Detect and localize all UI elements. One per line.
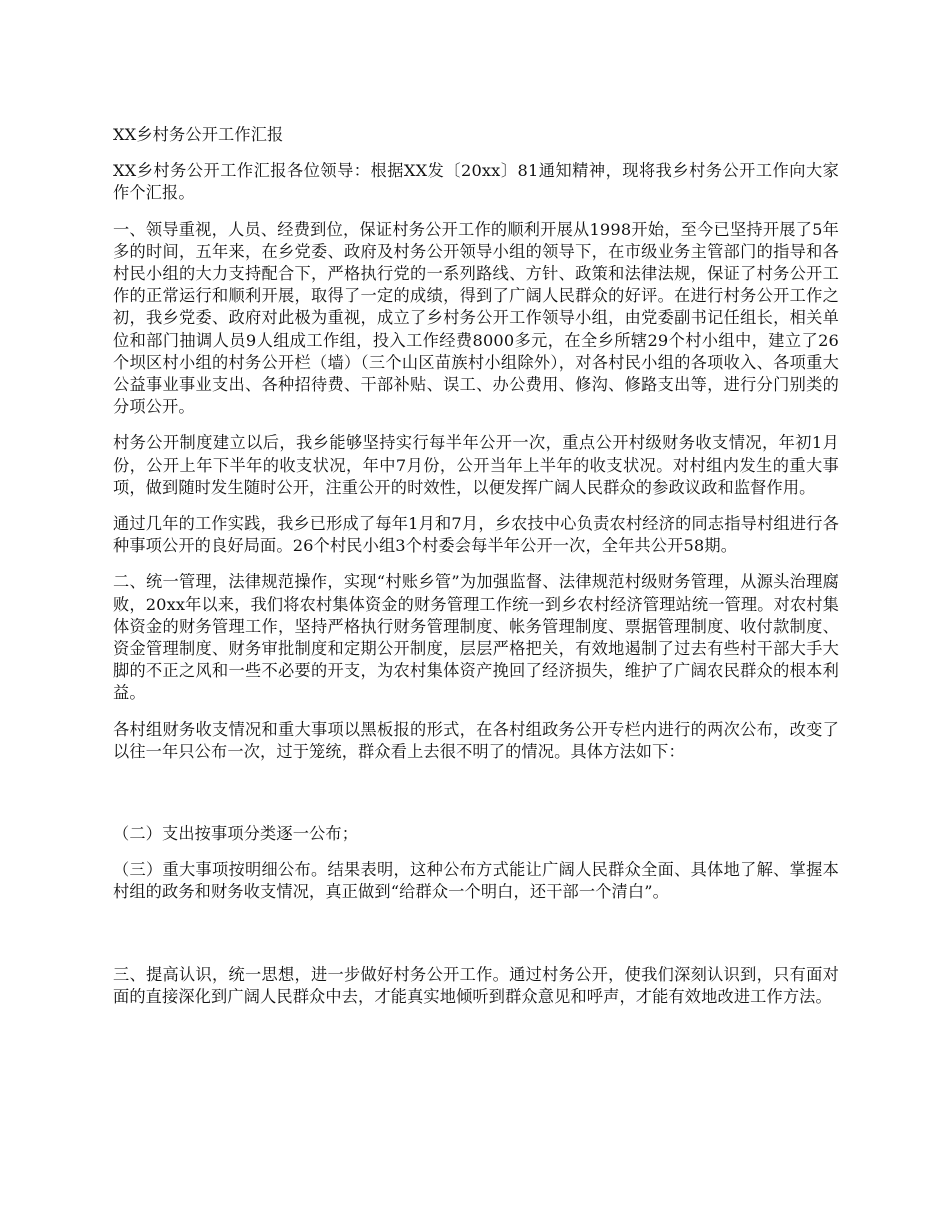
paragraph-item-two: （二）支出按事项分类逐一公布； xyxy=(113,824,359,844)
paragraph-section-three: 三、提高认识，统一思想，进一步做好村务公开工作。通过村务公开，使我们深刻认识到，只有面对面的直接深化到广阔人民群众中去，才能真实地倾听到群众意见和呼声，才能有效地改进工作方法。 xyxy=(113,964,839,1006)
document-title: XX乡村务公开工作汇报 xyxy=(113,125,284,144)
document-page xyxy=(113,124,839,1008)
paragraph-intro: XX乡村务公开工作汇报各位领导：根据XX发〔20xx〕81通知精神，现将我乡村务公开工作向大家作个汇报。 xyxy=(113,161,839,203)
paragraph-publication-method: 各村组财务收支情况和重大事项以黑板报的形式，在各村组政务公开专栏内进行的两次公布，改变了以往一年只公布一次，过于笼统，群众看上去很不明了的情况。具体方法如下： xyxy=(113,719,839,761)
paragraph-section-two: 二、统一管理，法律规范操作，实现“村账乡管”为加强监督、法律规范村级财务管理，从源头治理腐败，20xx年以来，我们将农村集体资金的财务管理工作统一到乡农村经济管理站统一管理。对农村集体资金的财务管理工作，坚持严格执行财务管理制度、帐务管理制度、票据管理制度、收付款制度、资金管理制度、财务审批制度和定期公开制度，层层严格把关，有效地遏制了过去有些村干部大手大脚的不正之风和一些不必要的开支，为农村集体资产挽回了经济损失，维护了广阔农民群众的根本利益。 xyxy=(113,572,839,703)
paragraph-item-three: （三）重大事项按明细公布。结果表明，这种公布方式能让广阔人民群众全面、具体地了解、掌握本村组的政务和财务收支情况，真正做到“给群众一个明白，还干部一个清白”。 xyxy=(113,860,839,902)
paragraph-disclosure-system: 村务公开制度建立以后，我乡能够坚持实行每半年公开一次，重点公开村级财务收支情况，年初1月份，公开上年下半年的收支状况，年中7月份，公开当年上半年的收支状况。对村组内发生的重大事项，做到随时发生随时公开，注重公开的时效性，以便发挥广阔人民群众的参政议政和监督作用。 xyxy=(113,433,839,497)
paragraph-work-practice: 通过几年的工作实践，我乡已形成了每年1月和7月，乡农技中心负责农村经济的同志指导村组进行各种事项公开的良好局面。26个村民小组3个村委会每半年公开一次，全年共公开58期。 xyxy=(113,514,839,556)
paragraph-section-one: 一、领导重视，人员、经费到位，保证村务公开工作的顺利开展从1998开始，至今已坚持开展了5年多的时间，五年来，在乡党委、政府及村务公开领导小组的领导下，在市级业务主管部门的指导和各村民小组的大力支持配合下，严格执行党的一系列路线、方针、政策和法律法规，保证了村务公开工作的正常运行和顺利开展，取得了一定的成绩，得到了广阔人民群众的好评。在进行村务公开工作之初，我乡党委、政府对此极为重视，成立了乡村务公开工作领导小组，由党委副书记任组长，相关单位和部门抽调人员9人组成工作组，投入工作经费8000多元，在全乡所辖29个村小组中，建立了26个坝区村小组的村务公开栏（墙）（三个山区苗族村小组除外），对各村民小组的各项收入、各项重大公益事业事业支出、各种招待费、干部补贴、误工、办公费用、修沟、修路支出等，进行分门别类的分项公开。 xyxy=(113,219,839,417)
